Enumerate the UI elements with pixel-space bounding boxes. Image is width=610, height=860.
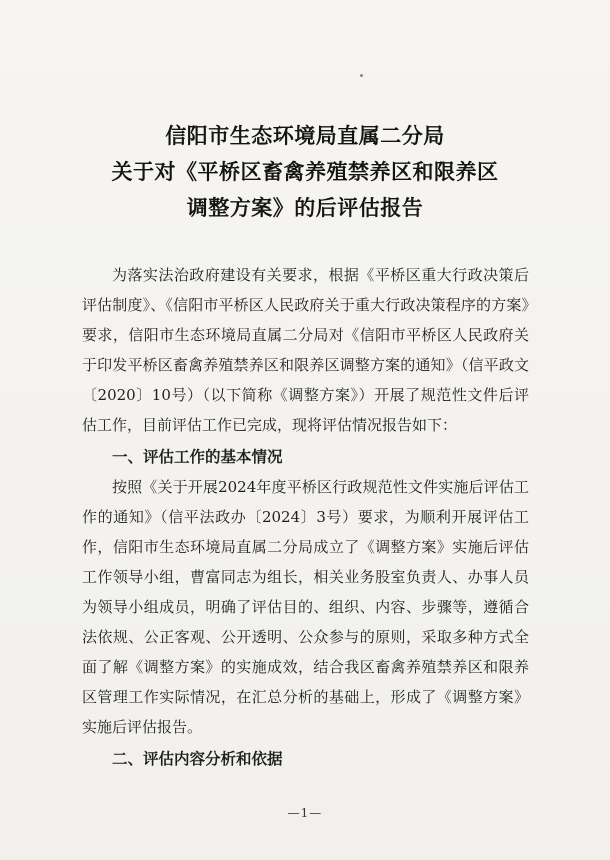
section-1-paragraph: 按照《关于开展2024年度平桥区行政规范性文件实施后评估工作的通知》（信平法政办〔2024〕3号）要求，为顺利开展评估工作，信阳市生态环境局直属二分局成立了《调整方案》实施后评估工作领导小组，曹富同志为组长，相关业务股室负责人、办事人员为领导小组成员，明确了评估目的、组织、内容、步骤等，遵循合法依规、公正客观、公开透明、公众参与的原则，采取多种方式全面了解《调整方案》的实施成效，结合我区畜禽养殖禁养区和限养区管理工作实际情况，在汇总分析的基础上，形成了《调整方案》实施后评估报告。 — [82, 478, 529, 736]
title-line-2: 关于对《平桥区畜禽养殖禁养区和限养区 — [111, 159, 499, 184]
document-body — [82, 260, 529, 774]
document-title — [0, 118, 610, 226]
scan-speck — [360, 74, 363, 77]
title-line-1: 信阳市生态环境局直属二分局 — [165, 123, 445, 148]
section-1-heading: 一、评估工作的基本情况 — [112, 448, 283, 466]
page-number: —1— — [287, 806, 323, 820]
title-line-3: 调整方案》的后评估报告 — [186, 195, 424, 220]
intro-paragraph: 为落实法治政府建设有关要求，根据《平桥区重大行政决策后评估制度》、《信阳市平桥区人民政府关于重大行政决策程序的方案》要求，信阳市生态环境局直属二分局对《信阳市平桥区人民政府关于印发平桥区畜禽养殖禁养区和限养区调整方案的通知》（信平政文〔2020〕10号）（以下简称《调整方案》）开展了规范性文件后评估工作，目前评估工作已完成，现将评估情况报告如下： — [82, 266, 529, 434]
section-2-heading: 二、评估内容分析和依据 — [112, 750, 283, 768]
